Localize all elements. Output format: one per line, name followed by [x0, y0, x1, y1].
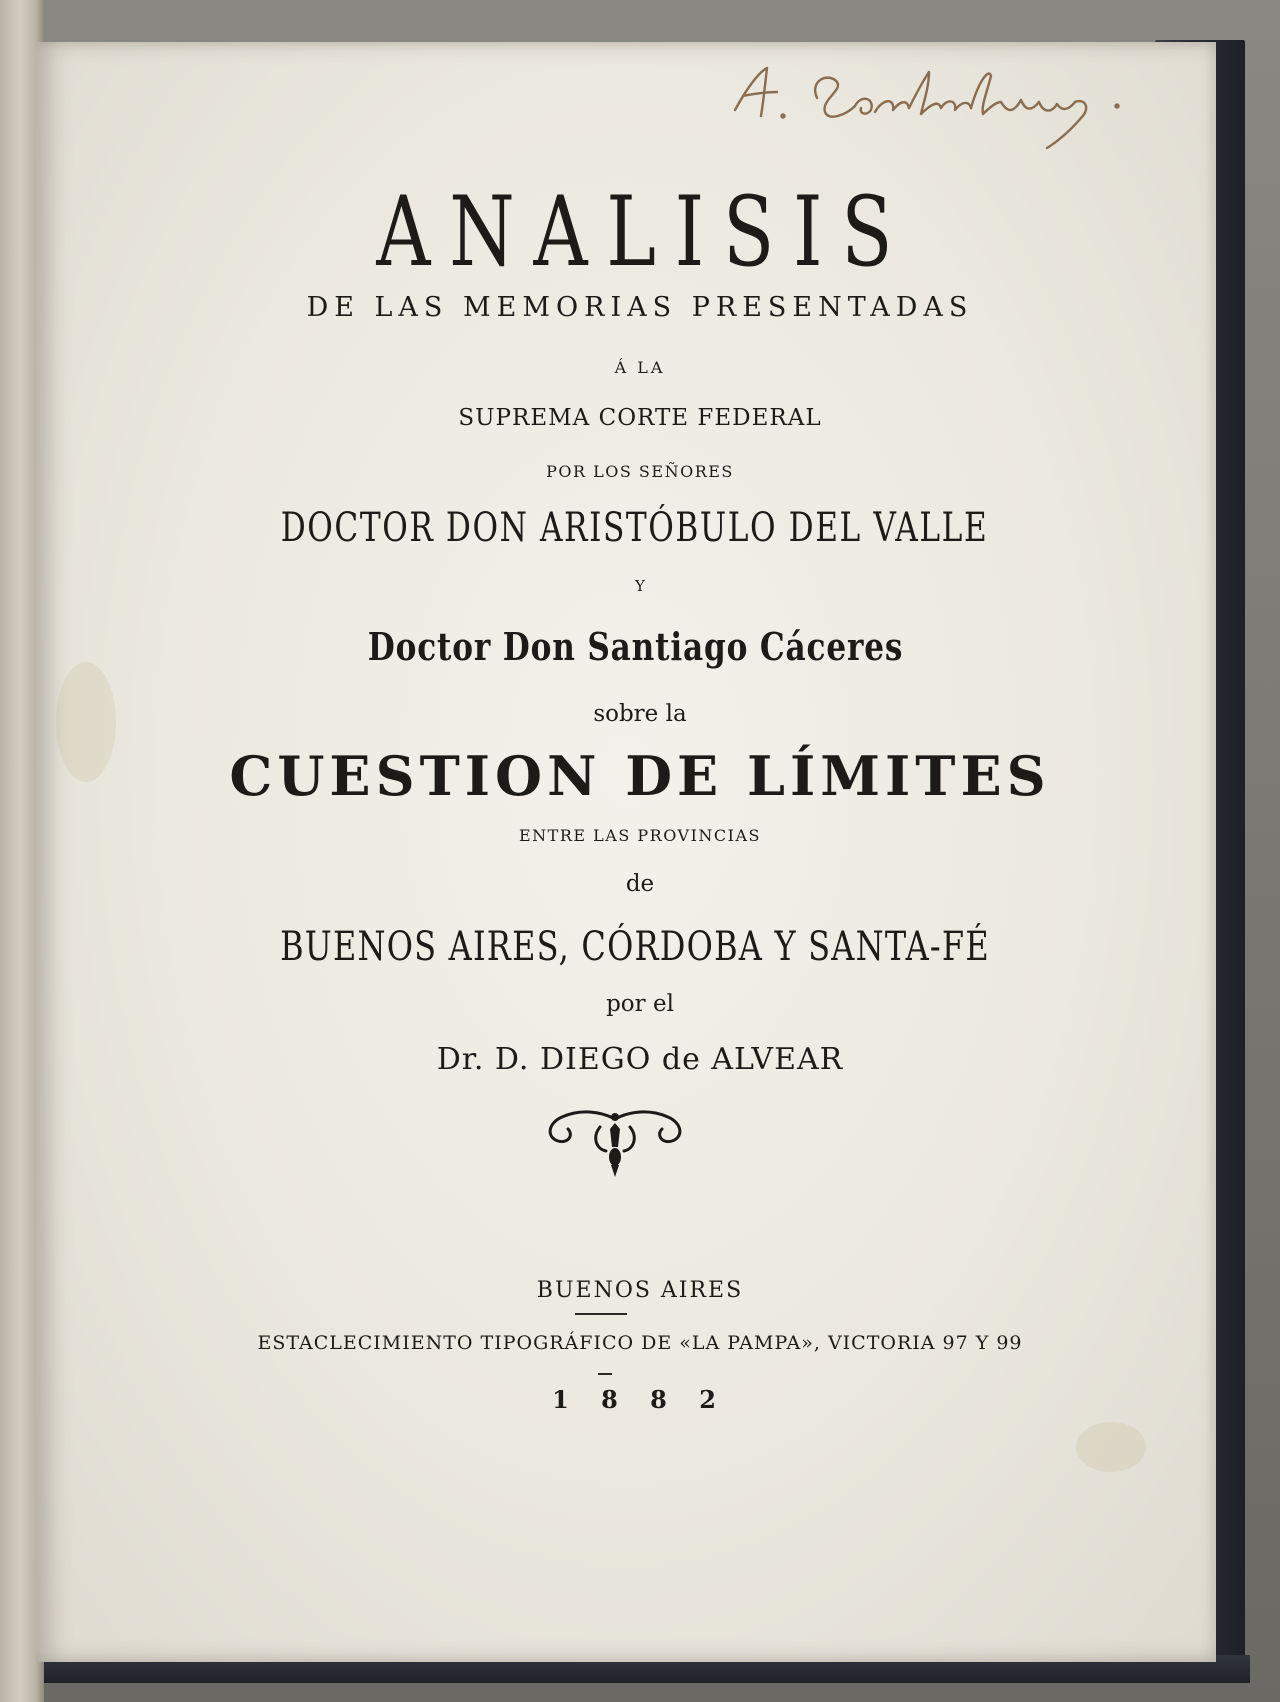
- provinces-line: BUENOS AIRES, CÓRDOBA Y SANTA-FÉ: [280, 924, 990, 970]
- subtitle-corte: SUPREMA CORTE FEDERAL: [458, 405, 822, 431]
- divider-rule-short: [598, 1373, 612, 1375]
- subtitle-entre: ENTRE LAS PROVINCIAS: [519, 826, 761, 845]
- subtitle-memorias: DE LAS MEMORIAS PRESENTADAS: [306, 292, 974, 323]
- book-title: ANALISIS: [376, 176, 912, 288]
- imprint-city: BUENOS AIRES: [536, 1278, 744, 1303]
- subtitle-a-la: Á LA: [614, 358, 666, 377]
- imprint-printer: ESTACLECIMIENTO TIPOGRÁFICO DE «LA PAMPA», VICTORIA 97 Y 99: [257, 1332, 1023, 1354]
- subtitle-por-senores: POR LOS SEÑORES: [546, 462, 734, 481]
- conjunction-y: Y: [635, 577, 645, 595]
- main-subject-heading: CUESTION DE LÍMITES: [229, 744, 1051, 808]
- divider-rule: [575, 1313, 627, 1315]
- subtitle-por-el: por el: [606, 991, 674, 1017]
- foxing-stain: [1076, 1422, 1146, 1472]
- handwritten-signature: [725, 58, 1145, 154]
- fleuron-ornament-icon: [540, 1107, 690, 1179]
- subtitle-de: de: [625, 871, 655, 897]
- author-name-aristobulo: DOCTOR DON ARISTÓBULO DEL VALLE: [280, 505, 989, 551]
- author-name-alvear: Dr. D. DIEGO de ALVEAR: [436, 1042, 844, 1077]
- author-name-caceres: Doctor Don Santiago Cáceres: [367, 624, 904, 669]
- imprint-year: 1 8 8 2: [552, 1385, 728, 1414]
- subtitle-sobre: sobre la: [593, 701, 687, 727]
